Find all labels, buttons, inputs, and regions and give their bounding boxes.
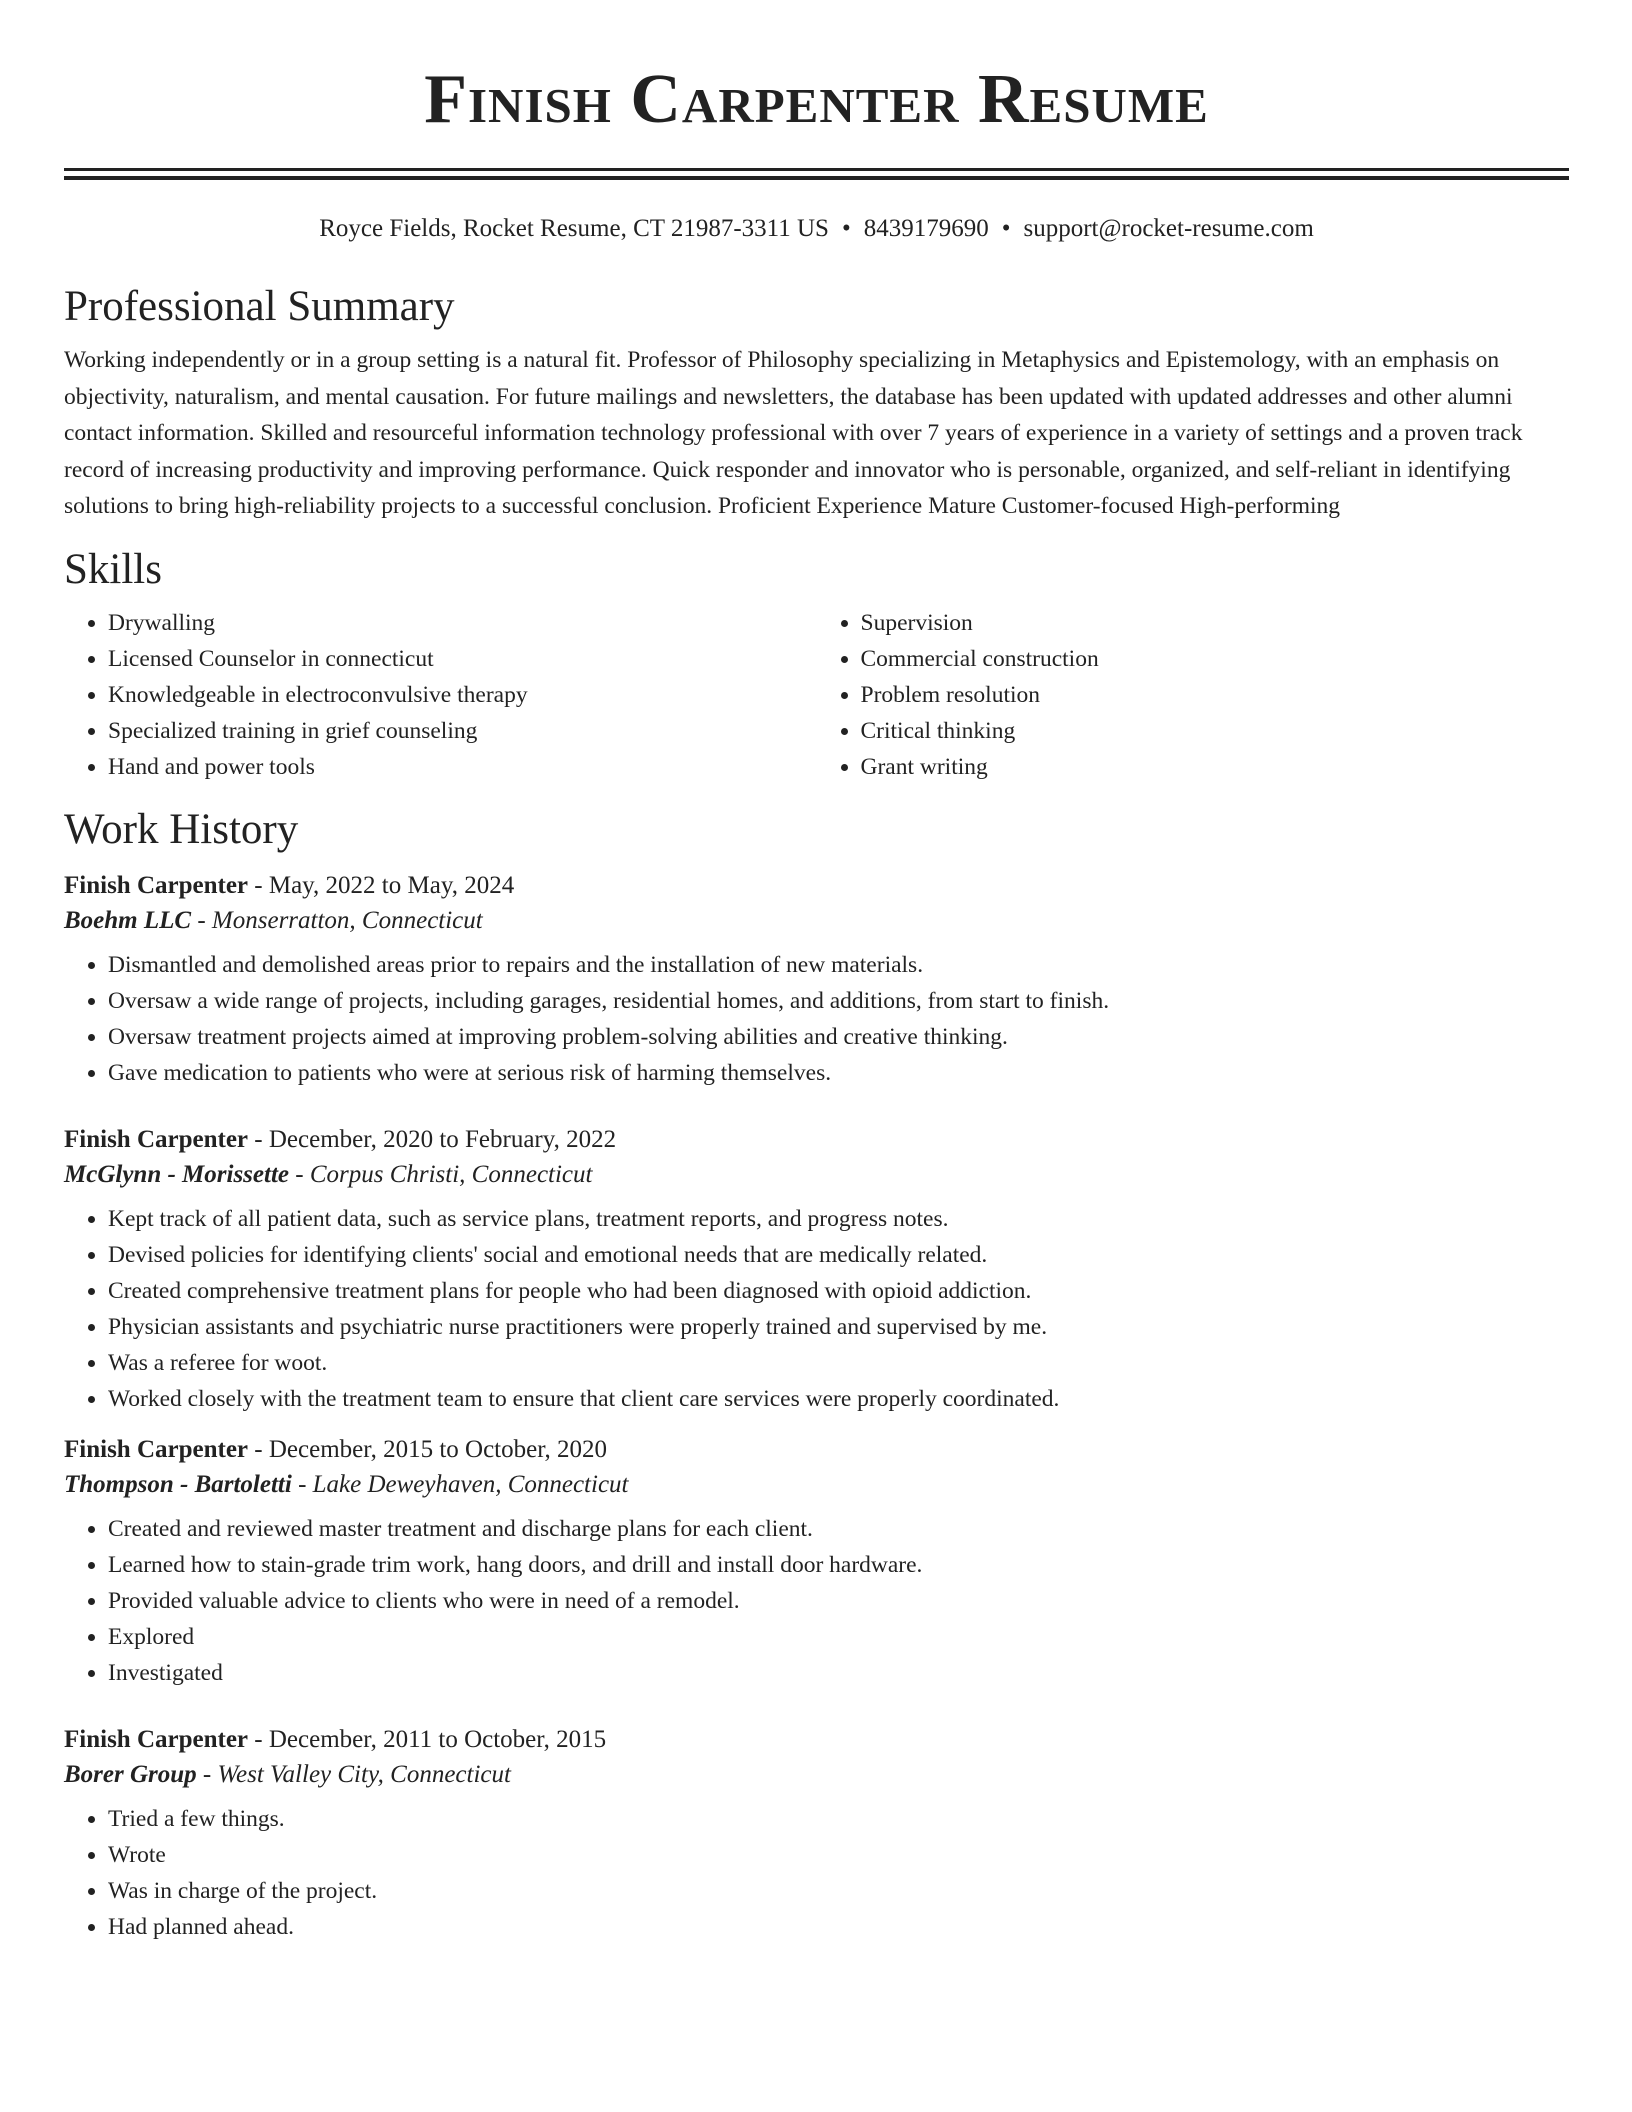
work-history-heading: Work History [64,805,299,853]
job-bullet: • Created and reviewed master treatment and discharge plans for each client. [108,1511,1569,1547]
job-entry [64,869,1569,1091]
job-entry [64,1123,1569,1417]
job-employer [64,1757,1569,1793]
skill-item: • Grant writing [861,749,1570,785]
job-bullet: • Oversaw treatment projects aimed at improving problem-solving abilities and creative thinking. [108,1019,1569,1055]
summary-heading: Professional Summary [64,283,455,330]
skill-item: • Problem resolution [861,677,1570,713]
job-location: - Monserratton, Connecticut [191,906,483,934]
job-bullet: • Investigated [108,1655,1569,1691]
summary-text: Working independently or in a group setting is a natural fit. Professor of Philosophy specializing in Metaphysics and Epistemology, with an emphasis on objectivity, naturalism, and mental causation. For future mailings and newsletters, the database has been updated with updated addresses and other alumni contact information. Skilled and resourceful information technology professional with over 7 years of experience in a variety of settings and a proven track record of increasing productivity and improving performance. Quick responder and innovator who is personable, organized, and self-reliant in identifying solutions to bring high-reliability projects to a successful conclusion. Proficient Experience Mature Customer-focused High-performing [64,347,1523,519]
bullet-separator: • [841,215,851,242]
job-header [64,1123,1569,1157]
job-bullet: • Physician assistants and psychiatric nurse practitioners were properly trained and supervised by me. [108,1309,1569,1345]
job-company: Boehm LLC [64,906,192,934]
resume-title: Finish Carpenter Resume [424,61,1209,138]
job-entry [64,1723,1569,1945]
skill-item: • Critical thinking [861,713,1570,749]
job-employer [64,903,1569,939]
job-bullet: • Wrote [108,1837,1569,1873]
job-bullet: • Devised policies for identifying clients' social and emotional needs that are medically related. [108,1237,1569,1273]
job-bullet: • Tried a few things. [108,1801,1569,1837]
skill-item: • Commercial construction [861,641,1570,677]
title-divider [64,168,1569,180]
job-bullets [64,1511,1569,1691]
skills-column-left [64,605,817,785]
job-dates: - December, 2015 to October, 2020 [248,1435,608,1463]
skill-item: • Hand and power tools [108,749,817,785]
job-bullets [64,947,1569,1091]
skills-column-right [817,605,1570,785]
contact-phone: 8439179690 [863,215,989,242]
job-company: McGlynn - Morissette [64,1160,289,1188]
skills-list [64,605,1569,785]
job-bullet: • Provided valuable advice to clients who were in need of a remodel. [108,1583,1569,1619]
job-bullet: • Was a referee for woot. [108,1345,1569,1381]
resume-page [64,0,1569,1945]
job-bullet: • Created comprehensive treatment plans for people who had been diagnosed with opioid addiction. [108,1273,1569,1309]
job-bullet: • Dismantled and demolished areas prior to repairs and the installation of new materials. [108,947,1569,983]
job-location: - Corpus Christi, Connecticut [289,1160,593,1188]
contact-email: support@rocket-resume.com [1023,215,1314,242]
skill-item: • Knowledgeable in electroconvulsive therapy [108,677,817,713]
job-bullets [64,1801,1569,1945]
job-company: Borer Group [64,1760,197,1788]
job-dates: - December, 2011 to October, 2015 [248,1725,607,1753]
job-dates: - May, 2022 to May, 2024 [248,871,515,899]
job-bullet: • Kept track of all patient data, such as service plans, treatment reports, and progress notes. [108,1201,1569,1237]
job-location: - West Valley City, Connecticut [196,1760,511,1788]
job-dates: - December, 2020 to February, 2022 [248,1125,617,1153]
job-company: Thompson - Bartoletti [64,1470,292,1498]
skill-item: • Licensed Counselor in connecticut [108,641,817,677]
job-header [64,869,1569,903]
skill-item: • Drywalling [108,605,817,641]
job-title: Finish Carpenter [64,1125,249,1153]
skills-heading: Skills [64,545,162,593]
job-header [64,1433,1569,1467]
job-title: Finish Carpenter [64,1435,249,1463]
contact-address: Royce Fields, Rocket Resume, CT 21987-3311 US [319,215,829,242]
bullet-separator: • [1001,215,1011,242]
job-title: Finish Carpenter [64,871,249,899]
job-bullet: • Had planned ahead. [108,1909,1569,1945]
job-employer [64,1157,1569,1193]
skill-item: • Specialized training in grief counseling [108,713,817,749]
job-bullet: • Worked closely with the treatment team to ensure that client care services were properly coordinated. [108,1381,1569,1417]
job-bullet: • Learned how to stain-grade trim work, hang doors, and drill and install door hardware. [108,1547,1569,1583]
job-bullets [64,1201,1569,1417]
job-title: Finish Carpenter [64,1725,249,1753]
job-employer [64,1467,1569,1503]
job-bullet: • Gave medication to patients who were at serious risk of harming themselves. [108,1055,1569,1091]
job-bullet: • Oversaw a wide range of projects, including garages, residential homes, and additions, from start to finish. [108,983,1569,1019]
job-header [64,1723,1569,1757]
job-entry [64,1433,1569,1691]
job-location: - Lake Deweyhaven, Connecticut [291,1470,629,1498]
job-bullet: • Was in charge of the project. [108,1873,1569,1909]
contact-line [64,214,1569,244]
skill-item: • Supervision [861,605,1570,641]
job-bullet: • Explored [108,1619,1569,1655]
